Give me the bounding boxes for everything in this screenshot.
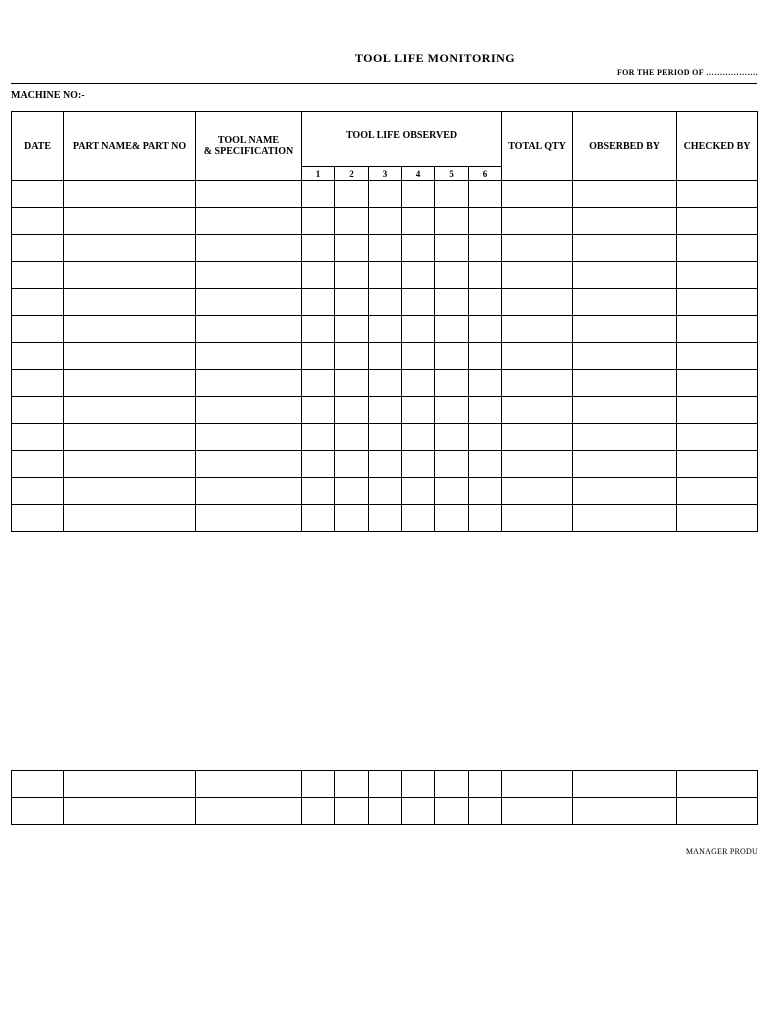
entry-cell [435,505,469,532]
entry-cell [12,397,64,424]
entry-cell [64,478,196,505]
entry-cell [196,451,302,478]
entry-cell [64,181,196,208]
entry-cell [402,289,435,316]
entry-cell [302,478,335,505]
entry-cell [196,370,302,397]
table-row [12,343,758,370]
entry-cell [302,397,335,424]
entry-cell [302,451,335,478]
entry-cell [302,771,335,798]
entry-cell [573,397,677,424]
entry-cell [573,343,677,370]
entry-cell [469,208,502,235]
entry-cell [302,798,335,825]
entry-cell [469,424,502,451]
period-label: FOR THE PERIOD OF ………………. [616,68,758,77]
entry-cell [335,235,369,262]
entry-cell [435,208,469,235]
entry-cell [573,370,677,397]
entry-cell [502,235,573,262]
tool-header-line1: TOOL NAME [217,135,280,146]
entry-cell [196,478,302,505]
entry-cell [302,316,335,343]
machine-no-label: MACHINE NO:- [11,90,85,101]
tool-life-observed-header: TOOL LIFE OBSERVED [302,112,502,167]
table-row [12,424,758,451]
checked-by-header: CHECKED BY [677,112,758,181]
entry-cell [302,424,335,451]
entry-cell [12,505,64,532]
entry-cell [12,316,64,343]
entry-cell [435,181,469,208]
entry-cell [677,208,758,235]
entry-cell [302,370,335,397]
table-row [12,478,758,505]
entry-cell [335,316,369,343]
entry-cell [369,424,402,451]
entry-cell [64,370,196,397]
entry-cell [402,478,435,505]
entry-cell [573,289,677,316]
entry-cell [469,316,502,343]
entry-cell [335,424,369,451]
entry-cell [196,397,302,424]
entry-cell [302,505,335,532]
entry-cell [402,208,435,235]
entry-cell [196,316,302,343]
entry-cell [435,798,469,825]
entry-cell [435,235,469,262]
entry-cell [677,397,758,424]
entry-cell [64,397,196,424]
entry-cell [402,424,435,451]
entry-cell [64,235,196,262]
continuation-table-body [12,771,758,825]
entry-cell [12,424,64,451]
entry-cell [435,343,469,370]
entry-cell [369,181,402,208]
entry-cell [369,262,402,289]
entry-cell [677,181,758,208]
entry-cell [12,451,64,478]
entry-cell [12,343,64,370]
tool-header [196,112,302,181]
entry-cell [402,343,435,370]
entry-cell [302,343,335,370]
entry-cell [573,262,677,289]
life-col-1: 1 [302,167,335,181]
entry-cell [502,370,573,397]
entry-cell [677,370,758,397]
entry-cell [573,181,677,208]
part-header: PART NAME& PART NO [64,112,196,181]
entry-cell [196,771,302,798]
entry-cell [64,289,196,316]
entry-cell [196,289,302,316]
entry-cell [677,289,758,316]
entry-cell [335,771,369,798]
entry-cell [677,771,758,798]
life-col-6: 6 [469,167,502,181]
entry-cell [677,262,758,289]
entry-cell [402,451,435,478]
entry-cell [502,505,573,532]
entry-cell [64,424,196,451]
entry-cell [469,289,502,316]
entry-cell [196,424,302,451]
entry-cell [573,424,677,451]
entry-cell [435,424,469,451]
life-col-3: 3 [369,167,402,181]
observed-by-header: OBSERBED BY [573,112,677,181]
entry-cell [435,478,469,505]
entry-cell [502,397,573,424]
continuation-table [11,770,758,825]
entry-cell [64,505,196,532]
entry-cell [573,798,677,825]
entry-cell [196,262,302,289]
entry-cell [435,397,469,424]
life-col-2: 2 [335,167,369,181]
entry-cell [12,208,64,235]
entry-cell [369,343,402,370]
entry-cell [502,343,573,370]
entry-cell [677,235,758,262]
entry-cell [469,262,502,289]
entry-cell [677,798,758,825]
entry-cell [435,370,469,397]
entry-cell [302,235,335,262]
entry-cell [369,771,402,798]
entry-cell [64,262,196,289]
entry-cell [502,316,573,343]
entry-cell [469,771,502,798]
entry-cell [469,370,502,397]
table-row [12,505,758,532]
entry-cell [335,262,369,289]
entry-cell [402,370,435,397]
entry-cell [502,771,573,798]
entry-cell [469,343,502,370]
entry-cell [469,181,502,208]
entry-cell [502,181,573,208]
entry-cell [502,478,573,505]
entry-cell [335,289,369,316]
entry-cell [677,316,758,343]
entry-cell [12,262,64,289]
table-row [12,262,758,289]
entry-cell [502,208,573,235]
entry-cell [335,798,369,825]
entry-cell [335,181,369,208]
entry-cell [573,505,677,532]
entry-cell [502,424,573,451]
entry-cell [369,505,402,532]
entry-cell [502,451,573,478]
entry-cell [435,289,469,316]
table-row [12,289,758,316]
entry-cell [469,798,502,825]
entry-cell [12,798,64,825]
entry-cell [64,451,196,478]
table-row [12,181,758,208]
tool-life-table [11,111,758,532]
entry-cell [402,798,435,825]
entry-cell [677,424,758,451]
entry-cell [335,478,369,505]
entry-cell [573,451,677,478]
table-row [12,451,758,478]
entry-cell [573,316,677,343]
entry-cell [369,316,402,343]
header-rule [11,83,757,84]
entry-cell [402,397,435,424]
entry-cell [502,798,573,825]
entry-cell [12,235,64,262]
entry-cell [402,316,435,343]
entry-cell [369,397,402,424]
entry-cell [12,771,64,798]
entry-cell [573,771,677,798]
entry-cell [573,208,677,235]
entry-cell [469,397,502,424]
entry-cell [335,505,369,532]
entry-cell [435,262,469,289]
entry-cell [502,289,573,316]
entry-cell [64,771,196,798]
entry-cell [196,798,302,825]
entry-cell [677,478,758,505]
total-qty-header: TOTAL QTY [502,112,573,181]
tool-header-line2: & SPECIFICATION [203,146,294,157]
entry-cell [369,798,402,825]
entry-cell [12,289,64,316]
entry-cell [402,181,435,208]
table-row [12,397,758,424]
entry-cell [573,478,677,505]
entry-cell [469,478,502,505]
entry-cell [196,343,302,370]
entry-cell [369,370,402,397]
entry-cell [402,771,435,798]
entry-cell [335,451,369,478]
entry-cell [435,771,469,798]
main-table-body [12,181,758,532]
manager-signature-label: MANAGER PRODU [685,847,758,856]
entry-cell [369,451,402,478]
entry-cell [64,343,196,370]
entry-cell [435,316,469,343]
entry-cell [573,235,677,262]
entry-cell [502,262,573,289]
entry-cell [302,208,335,235]
entry-cell [402,505,435,532]
document-title: TOOL LIFE MONITORING [354,51,516,65]
entry-cell [402,235,435,262]
table-row [12,798,758,825]
entry-cell [335,370,369,397]
table-row [12,235,758,262]
entry-cell [12,370,64,397]
entry-cell [302,181,335,208]
entry-cell [369,289,402,316]
entry-cell [302,262,335,289]
entry-cell [335,343,369,370]
entry-cell [469,451,502,478]
entry-cell [369,235,402,262]
life-col-4: 4 [402,167,435,181]
entry-cell [469,235,502,262]
entry-cell [64,316,196,343]
entry-cell [64,798,196,825]
entry-cell [369,478,402,505]
entry-cell [302,289,335,316]
date-header: DATE [12,112,64,181]
entry-cell [402,262,435,289]
entry-cell [677,343,758,370]
entry-cell [196,505,302,532]
entry-cell [196,208,302,235]
entry-cell [12,478,64,505]
table-row [12,771,758,798]
entry-cell [12,181,64,208]
entry-cell [369,208,402,235]
entry-cell [335,397,369,424]
entry-cell [196,235,302,262]
table-row [12,208,758,235]
table-row [12,370,758,397]
entry-cell [196,181,302,208]
entry-cell [435,451,469,478]
entry-cell [677,505,758,532]
entry-cell [335,208,369,235]
entry-cell [64,208,196,235]
life-col-5: 5 [435,167,469,181]
table-row [12,316,758,343]
entry-cell [677,451,758,478]
entry-cell [469,505,502,532]
